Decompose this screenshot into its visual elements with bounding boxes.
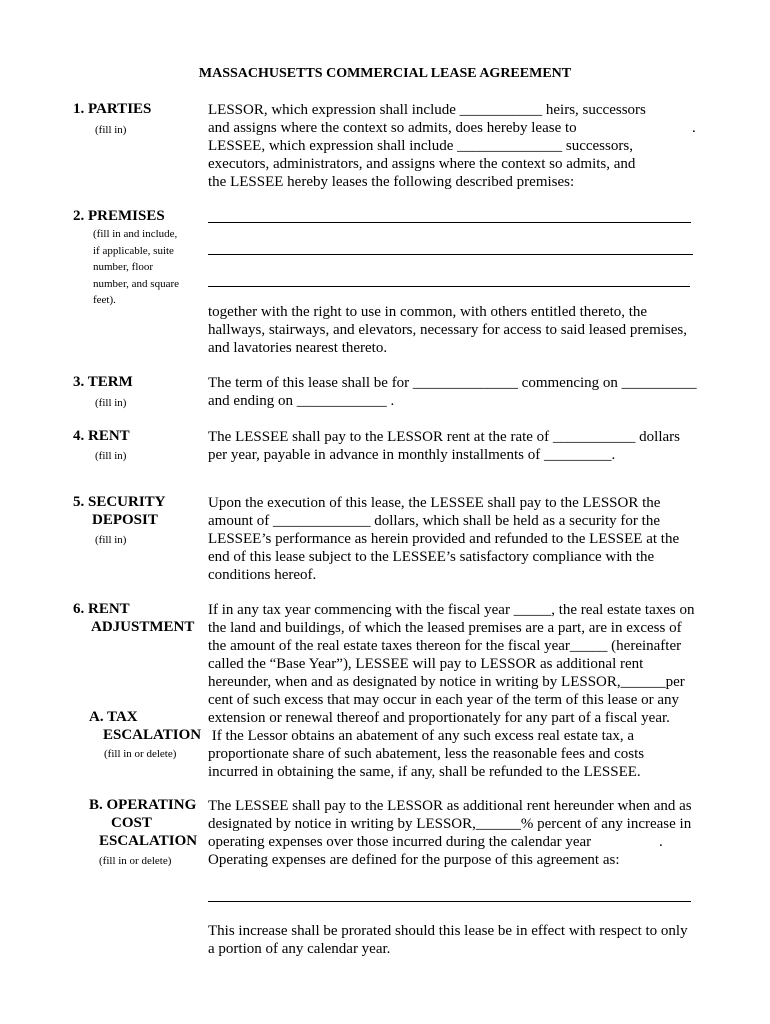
operating-line: designated by notice in writing by LESSOR,______% percent of any increase in <box>208 816 692 832</box>
security-line: Upon the execution of this lease, the LESSEE shall pay to the LESSOR the <box>208 495 661 511</box>
tax-escalation-heading: A. TAX <box>89 709 138 725</box>
parties-line: LESSOR, which expression shall include ___________ heirs, successors <box>208 102 646 118</box>
operating-text <box>208 797 692 869</box>
rent-note: (fill in) <box>95 450 127 462</box>
term-note: (fill in) <box>95 397 127 409</box>
parties-line: executors, administrators, and assigns where the context so admits, and <box>208 156 636 172</box>
premises-line: and lavatories nearest thereto. <box>208 340 388 356</box>
operating-expenses-blank-line[interactable] <box>208 901 691 902</box>
tax-escalation-heading-2: ESCALATION <box>103 727 202 743</box>
term-text <box>208 374 697 410</box>
parties-period: . <box>692 120 696 136</box>
rent-adjustment-line: called the “Base Year”), LESSEE will pay to LESSOR as additional rent <box>208 656 644 672</box>
term-line: and ending on ____________ . <box>208 393 395 409</box>
premises-note-line: feet). <box>93 294 116 306</box>
operating-heading-3: ESCALATION <box>99 833 198 849</box>
rent-adjustment-line: incurred in obtaining the same, if any, shall be refunded to the LESSEE. <box>208 764 641 780</box>
parties-note: (fill in) <box>95 124 127 136</box>
rent-adjustment-line: hereunder, when and as designated by notice in writing by LESSOR,______per <box>208 674 685 690</box>
operating-period: . <box>659 834 663 850</box>
rent-adjustment-heading-2: ADJUSTMENT <box>91 619 195 635</box>
security-heading-2: DEPOSIT <box>92 512 158 528</box>
premises-note-line: if applicable, suite <box>93 244 174 257</box>
operating-closing-text <box>208 922 688 958</box>
rent-text <box>208 428 680 464</box>
rent-adjustment-line: If the Lessor obtains an abatement of any such excess real estate tax, a <box>208 728 635 744</box>
page-title: MASSACHUSETTS COMMERCIAL LEASE AGREEMENT <box>198 66 572 81</box>
security-line: amount of _____________ dollars, which shall be held as a security for the <box>208 513 660 529</box>
rent-adjustment-line: If in any tax year commencing with the fiscal year _____, the real estate taxes on <box>208 602 695 618</box>
security-heading: 5. SECURITY <box>73 494 166 510</box>
operating-note: (fill in or delete) <box>99 855 172 867</box>
rent-adjustment-heading: 6. RENT <box>73 601 130 617</box>
rent-adjustment-line: the amount of the real estate taxes thereon for the fiscal year_____ (hereinafter <box>208 638 682 654</box>
operating-closing-line: a portion of any calendar year. <box>208 941 391 957</box>
premises-blank-line[interactable] <box>208 286 690 287</box>
premises-text <box>208 303 687 357</box>
rent-adjustment-line: the land and buildings, of which the leased premises are a part, are in excess of <box>208 620 682 636</box>
premises-blank-line[interactable] <box>208 254 693 255</box>
operating-heading: B. OPERATING <box>89 797 197 813</box>
parties-heading: 1. PARTIES <box>73 101 152 117</box>
rent-heading: 4. RENT <box>73 428 130 444</box>
premises-line: hallways, stairways, and elevators, necessary for access to said leased premises, <box>208 322 687 338</box>
premises-note-line: number, floor <box>93 261 154 273</box>
rent-adjustment-line: cent of such excess that may occur in each year of the term of this lease or any <box>208 692 680 708</box>
parties-text <box>208 101 646 191</box>
premises-note-line: (fill in and include, <box>93 228 178 240</box>
security-line: LESSEE’s performance as herein provided and refunded to the LESSEE at the <box>208 531 680 547</box>
rent-line: The LESSEE shall pay to the LESSOR rent at the rate of ___________ dollars <box>208 429 681 445</box>
operating-closing-line: This increase shall be prorated should this lease be in effect with respect to only <box>208 923 688 939</box>
premises-heading: 2. PREMISES <box>73 208 165 224</box>
rent-adjustment-line: proportionate share of such abatement, less the reasonable fees and costs <box>208 746 645 762</box>
premises-line: together with the right to use in common, with others entitled thereto, the <box>208 304 648 320</box>
parties-line: LESSEE, which expression shall include ______________ successors, <box>208 138 633 154</box>
premises-note-line: number, and square <box>93 277 180 290</box>
term-line: The term of this lease shall be for ______________ commencing on __________ <box>208 375 697 391</box>
premises-note <box>93 226 179 309</box>
rent-line: per year, payable in advance in monthly installments of _________. <box>208 447 616 463</box>
premises-blank-line[interactable] <box>208 222 691 223</box>
security-line: conditions hereof. <box>208 567 317 583</box>
term-heading: 3. TERM <box>73 374 133 390</box>
security-note: (fill in) <box>95 534 127 546</box>
operating-line: Operating expenses are defined for the purpose of this agreement as: <box>208 852 620 868</box>
security-text <box>208 494 679 584</box>
operating-line: The LESSEE shall pay to the LESSOR as additional rent hereunder when and as <box>208 798 692 814</box>
operating-line: operating expenses over those incurred during the calendar year <box>208 834 592 850</box>
security-line: end of this lease subject to the LESSEE’s satisfactory compliance with the <box>208 549 655 565</box>
tax-escalation-note: (fill in or delete) <box>104 748 177 760</box>
rent-adjustment-text <box>208 601 694 781</box>
parties-line: the LESSEE hereby leases the following described premises: <box>208 174 575 190</box>
rent-adjustment-line: extension or renewal thereof and proportionately for any part of a fiscal year. <box>208 710 670 726</box>
parties-line: and assigns where the context so admits, does hereby lease to <box>208 120 577 136</box>
operating-heading-2: COST <box>111 815 152 831</box>
